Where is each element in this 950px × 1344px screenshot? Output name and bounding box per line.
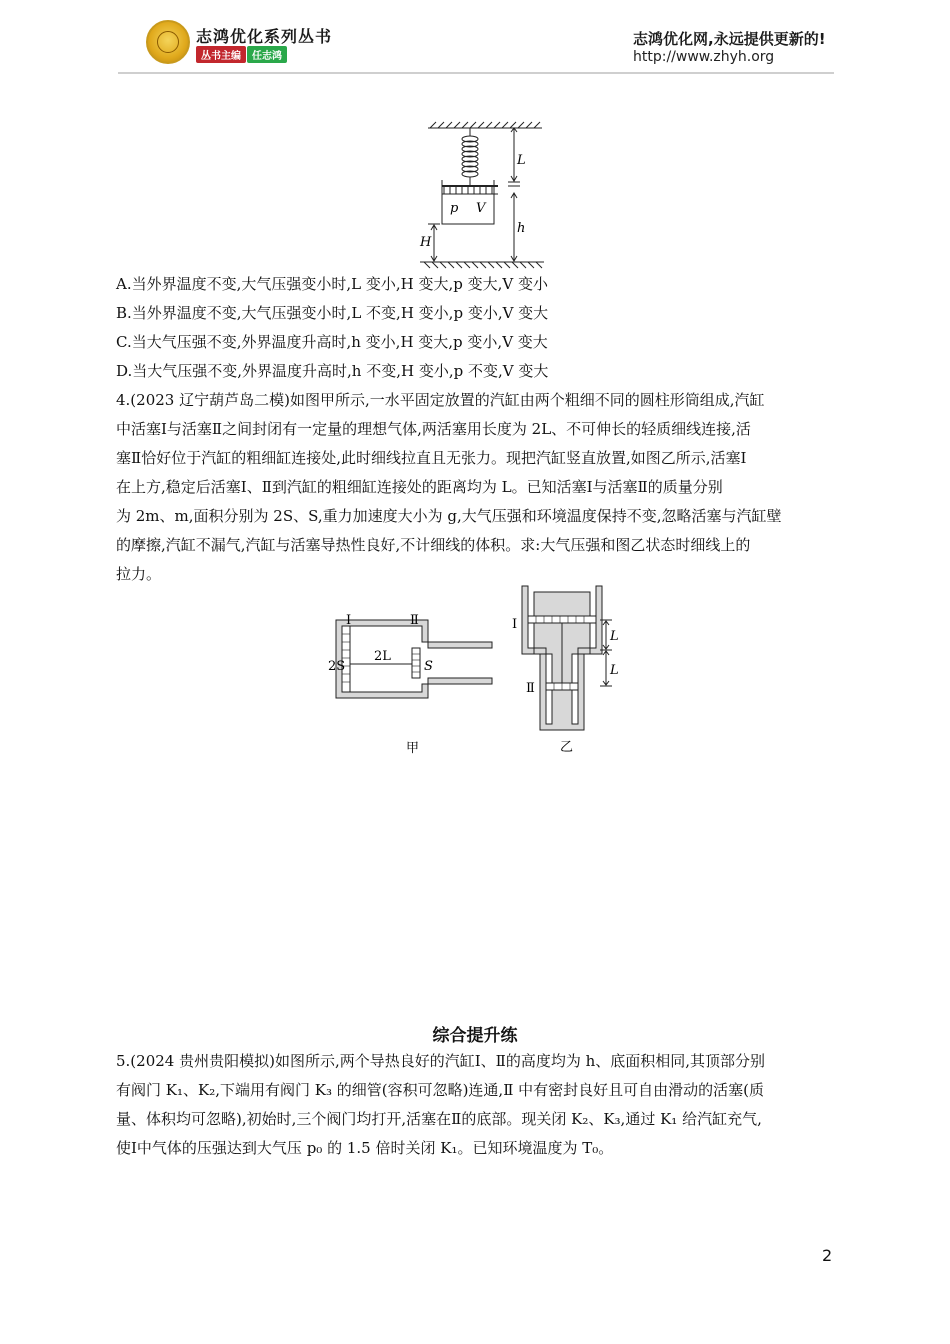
q4-line-1: 4.(2023 辽宁葫芦岛二模)如图甲所示,一水平固定放置的汽缸由两个粗细不同的圆柱形筒组成,汽缸 (116, 391, 765, 409)
q3-option-a: A.当外界温度不变,大气压强变小时,L 变小,H 变大,p 变大,V 变小 (116, 275, 548, 293)
q3-option-b: B.当外界温度不变,大气压强变小时,L 不变,H 变小,p 变小,V 变大 (116, 304, 549, 322)
q5-line-1: 5.(2024 贵州贵阳模拟)如图所示,两个导热良好的汽缸Ⅰ、Ⅱ的高度均为 h、底面积相同,其顶部分别 (116, 1052, 766, 1070)
editor-badge (196, 46, 287, 63)
yi-caption: 乙 (560, 740, 574, 755)
q3-option-d: D.当大气压强不变,外界温度升高时,h 不变,H 变小,p 不变,V 变大 (116, 362, 549, 380)
figure-spring-cylinder (420, 122, 550, 270)
q5-line-2: 有阀门 K₁、K₂,下端用有阀门 K₃ 的细管(容积可忽略)连通,Ⅱ 中有密封良好且可自由滑动的活塞(质 (116, 1081, 765, 1099)
jia-caption: 甲 (406, 741, 420, 756)
figure-jia-horizontal-cylinder (330, 612, 500, 757)
q4-line-7: 拉力。 (116, 565, 162, 583)
yi-label-dist-bottom: L (610, 663, 619, 678)
header-slogan: 志鸿优化网,永远提供更新的! (633, 30, 826, 48)
q5-line-4: 使Ⅰ中气体的压强达到大气压 p₀ 的 1.5 倍时关闭 K₁。已知环境温度为 T₀。 (116, 1139, 614, 1157)
fig1-label-L: L (517, 153, 526, 168)
fig1-label-V: V (476, 201, 486, 216)
editor-label: 丛书主编 (196, 46, 246, 63)
fig1-label-p: p (450, 201, 459, 216)
page-number: 2 (822, 1246, 833, 1265)
q4-line-4: 在上方,稳定后活塞Ⅰ、Ⅱ到汽缸的粗细缸连接处的距离均为 L。已知活塞Ⅰ与活塞Ⅱ的质量分别 (116, 478, 723, 496)
q4-line-6: 的摩擦,汽缸不漏气,汽缸与活塞导热性良好,不计细线的体积。求:大气压强和图乙状态时细线上的 (116, 536, 751, 554)
series-title: 志鸿优化系列丛书 (196, 27, 333, 46)
q5-line-3: 量、体积均可忽略),初始时,三个阀门均打开,活塞在Ⅱ的底部。现关闭 K₂、K₃,通过 K₁ 给汽缸充气, (116, 1110, 762, 1128)
fig1-label-h: h (517, 221, 526, 236)
header-url: http://www.zhyh.org (633, 49, 775, 65)
q3-option-c: C.当大气压强不变,外界温度升高时,h 变小,H 变大,p 变小,V 变大 (116, 333, 548, 351)
q4-line-2: 中活塞Ⅰ与活塞Ⅱ之间封闭有一定量的理想气体,两活塞用长度为 2L、不可伸长的轻质细线连接,活 (116, 420, 751, 438)
header-divider (118, 72, 834, 74)
editor-name: 任志鸿 (247, 46, 287, 63)
jia-label-area-small: S (424, 659, 433, 674)
yi-label-dist-top: L (610, 629, 619, 644)
figure-yi-vertical-cylinder (508, 584, 630, 756)
publisher-logo-icon (146, 20, 190, 64)
yi-label-piston2: Ⅱ (526, 681, 535, 696)
jia-label-area-big: 2S (328, 659, 346, 674)
jia-label-piston1: Ⅰ (346, 613, 352, 628)
jia-label-piston2: Ⅱ (410, 613, 419, 628)
q4-line-5: 为 2m、m,面积分别为 2S、S,重力加速度大小为 g,大气压强和环境温度保持不变,忽略活塞与汽缸壁 (116, 507, 782, 525)
yi-label-piston1: Ⅰ (512, 617, 518, 632)
page-header (0, 0, 950, 80)
q4-line-3: 塞Ⅱ恰好位于汽缸的粗细缸连接处,此时细线拉直且无张力。现把汽缸竖直放置,如图乙所示,活塞Ⅰ (116, 449, 747, 467)
section-title: 综合提升练 (432, 1026, 518, 1046)
jia-label-length: 2L (374, 649, 391, 664)
fig1-label-H: H (420, 235, 432, 250)
